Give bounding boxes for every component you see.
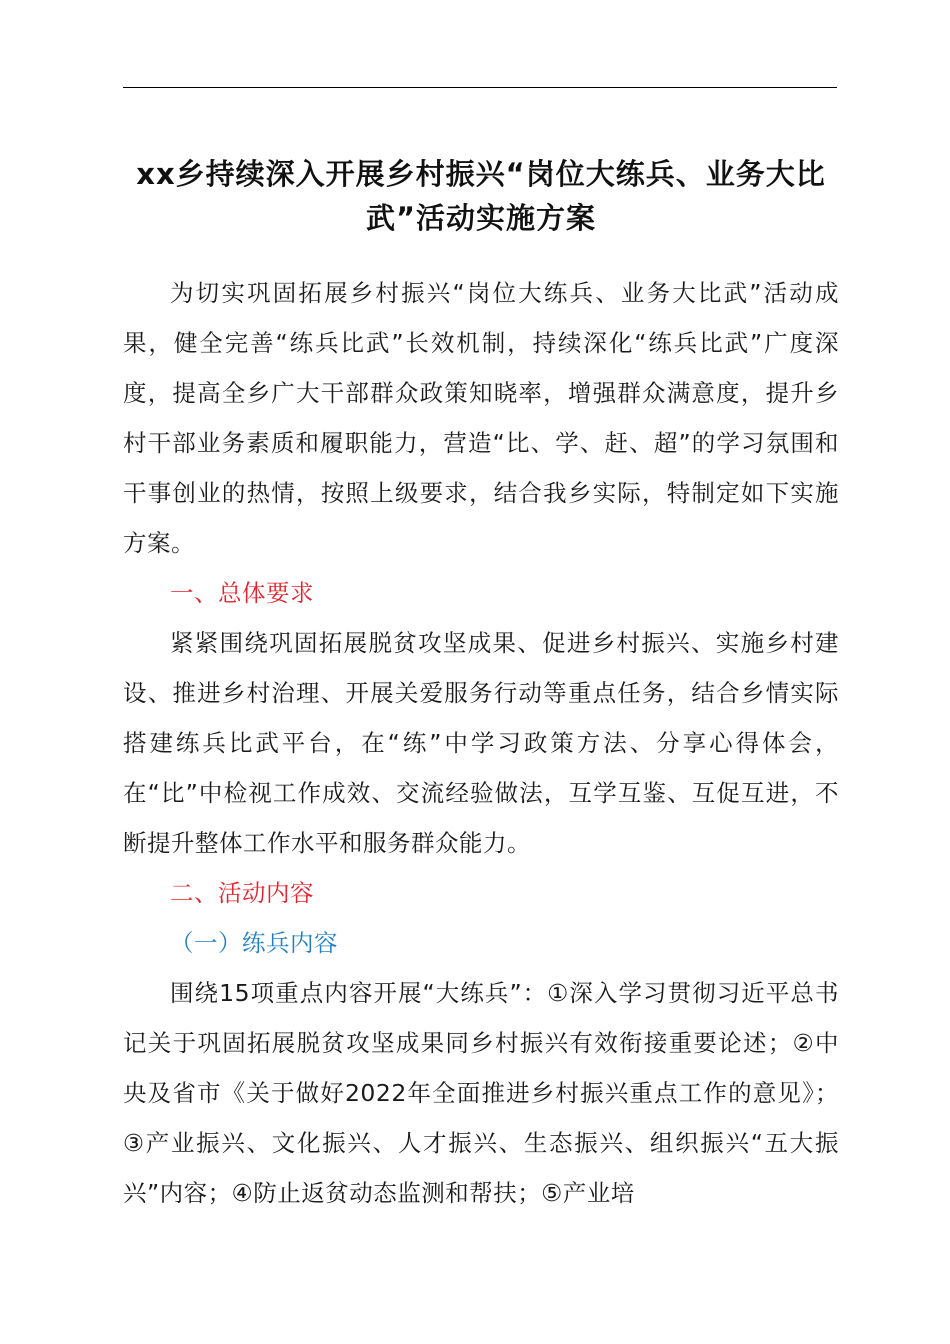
section-heading-general-requirements: 一、总体要求: [170, 579, 314, 607]
section-general-requirements-body: 紧紧围绕巩固拓展脱贫攻坚成果、促进乡村振兴、实施乡村建设、推进乡村治理、开展关爱服务行动等重点任务，结合乡情实际搭建练兵比武平台，在“练”中学习政策方法、分享心得体会，在“比”中检视工作成效、交流经验做法，互学互鉴、互促互进，不断提升整体工作水平和服务群众能力。: [123, 629, 839, 857]
section-heading-activity-content: 二、活动内容: [170, 879, 314, 907]
header-rule: [123, 87, 837, 88]
document-body: [123, 152, 839, 1218]
subsection-heading-training-content: （一）练兵内容: [170, 929, 338, 957]
document-title: xx乡持续深入开展乡村振兴“岗位大练兵、业务大比武”活动实施方案: [136, 157, 826, 235]
subsection-training-content-body: 围绕15项重点内容开展“大练兵”：①深入学习贯彻习近平总书记关于巩固拓展脱贫攻坚成果同乡村振兴有效衔接重要论述；②中央及省市《关于做好2022年全面推进乡村振兴重点工作的意见》；③产业振兴、文化振兴、人才振兴、生态振兴、组织振兴“五大振兴”内容；④防止返贫动态监测和帮扶；⑤产业培: [123, 979, 839, 1207]
intro-paragraph: 为切实巩固拓展乡村振兴“岗位大练兵、业务大比武”活动成果，健全完善“练兵比武”长效机制，持续深化“练兵比武”广度深度，提高全乡广大干部群众政策知晓率，增强群众满意度，提升乡村干部业务素质和履职能力，营造“比、学、赶、超”的学习氛围和干事创业的热情，按照上级要求，结合我乡实际，特制定如下实施方案。: [123, 279, 839, 557]
